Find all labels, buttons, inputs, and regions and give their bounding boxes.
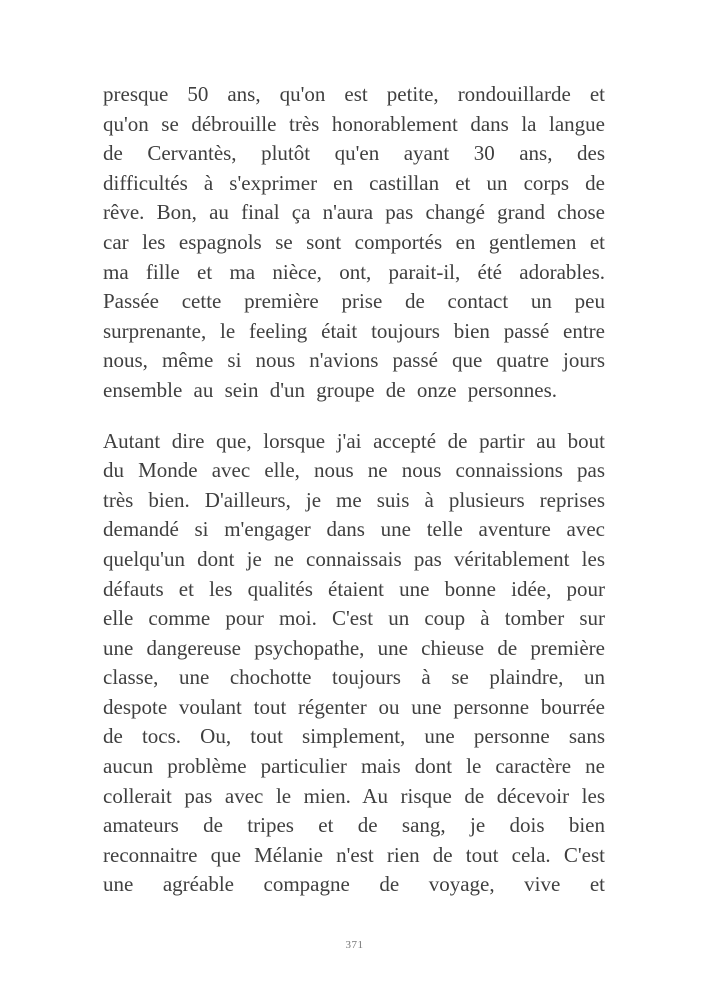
paragraph: Autant dire que, lorsque j'ai accepté de partir au bout du Monde avec elle, nous ne nous connaissions pas très bien. D'ailleurs, je me suis à plusieurs reprises demandé si m'engager dans une telle aventure avec quelqu'un dont je ne connaissais pas véritablement les défauts et les qualités étaient une bonne idée, pour elle comme pour moi. C'est un coup à tomber sur une dangereuse psychopathe, une chieuse de première classe, une chochotte toujours à se plaindre, un despote voulant tout régenter ou une personne bourrée de tocs. Ou, tout simplement, une personne sans aucun problème particulier mais dont le caractère ne collerait pas avec le mien. Au risque de décevoir les amateurs de tripes et de sang, je dois bien reconnaitre que Mélanie n'est rien de tout cela. C'est une agréable compagne de voyage, vive et <box>103 428 605 897</box>
page-text <box>103 80 605 921</box>
paragraph: presque 50 ans, qu'on est petite, rondouillarde et qu'on se débrouille très honorablement dans la langue de Cervantès, plutôt qu'en ayant 30 ans, des difficultés à s'exprimer en castillan et un corps de rêve. Bon, au final ça n'aura pas changé grand chose car les espagnols se sont comportés en gentlemen et ma fille et ma nièce, ont, parait-il, été adorables. Passée cette première prise de contact un peu surprenante, le feeling était toujours bien passé entre nous, même si nous n'avions passé que quatre jours ensemble au sein d'un groupe de onze personnes. <box>103 82 605 402</box>
page-number: 371 <box>345 939 364 951</box>
